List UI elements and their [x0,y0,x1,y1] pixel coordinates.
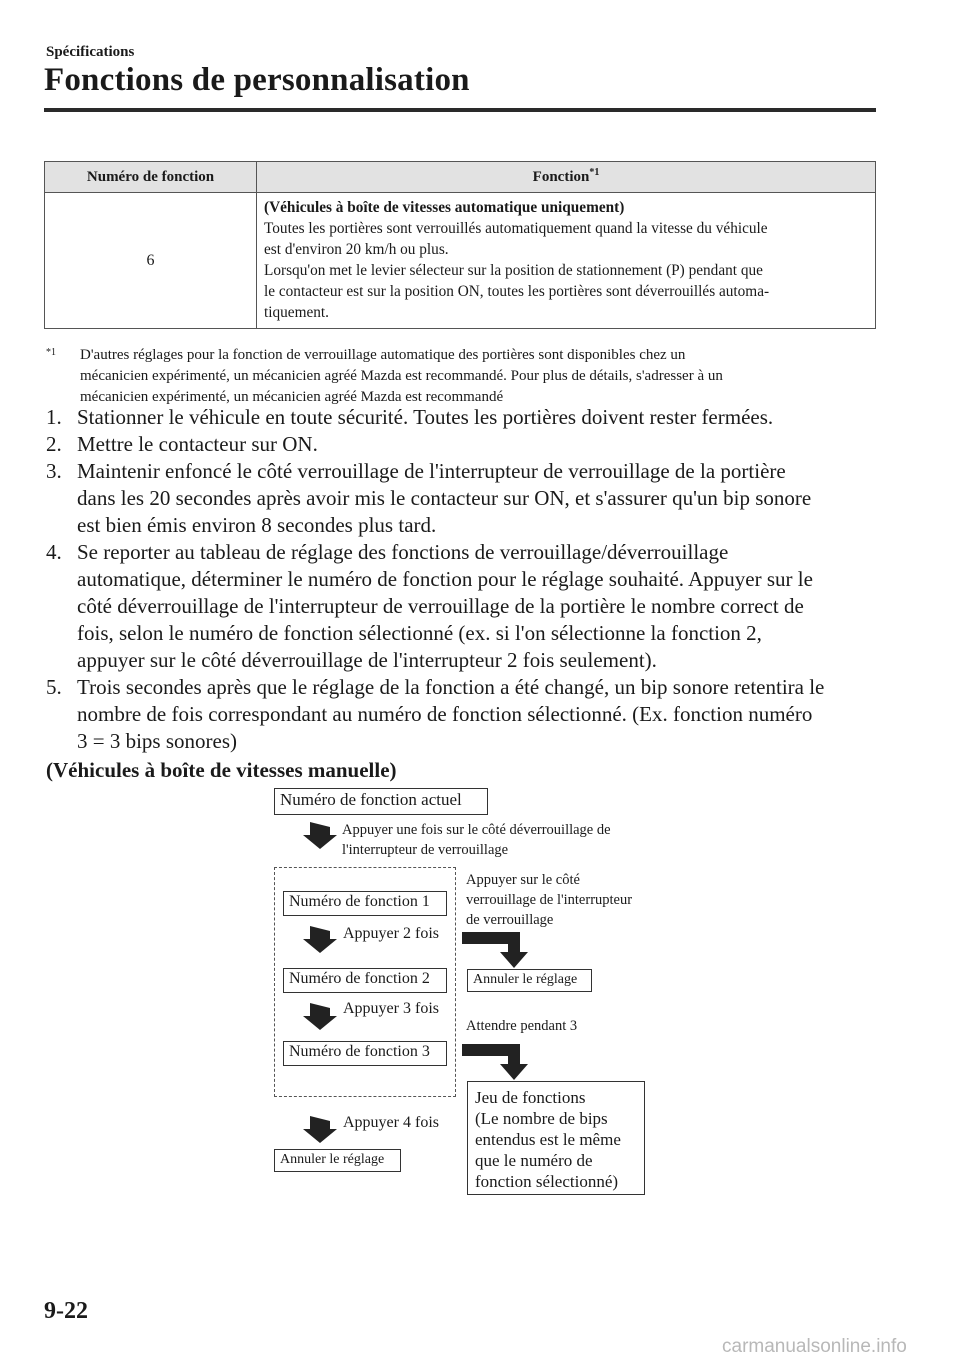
press-once-label [342,820,611,860]
step-line: Se reporter au tableau de réglage des fonctions de verrouillage/déverrouillage [77,540,729,564]
press-once-line: l'interrupteur de verrouillage [342,842,509,858]
step-line: Stationner le véhicule en toute sécurité. Toutes les portières doivent rester fermées. [77,405,774,429]
function-line: tiquement. [264,304,329,321]
result-line: Jeu de fonctions [475,1088,586,1107]
down-arrow-icon [303,1003,337,1030]
section-label: Spécifications [46,44,135,60]
press-4-label: Appuyer 4 fois [343,1114,439,1131]
cancel-right-box: Annuler le réglage [467,969,592,992]
bent-arrow-icon [462,1044,528,1080]
step-line: est bien émis environ 8 secondes plus tard. [77,513,437,537]
manual-heading: (Véhicules à boîte de vitesses manuelle) [46,758,397,782]
step-line: Maintenir enfoncé le côté verrouillage de l'interrupteur de verrouillage de la portière [77,459,786,483]
step-line: dans les 20 secondes après avoir mis le contacteur sur ON, et s'assurer qu'un bip sonore [77,486,812,510]
function-number-cell: 6 [45,193,257,329]
result-line: (Le nombre de bips [475,1109,608,1128]
lock-side-line: de verrouillage [466,912,554,928]
function-line: est d'environ 20 km/h ou plus. [264,241,449,258]
step-number: 4. [46,540,62,564]
footnote-ref: *1 [589,166,600,178]
function-2-box: Numéro de fonction 2 [283,968,447,993]
footnote-line: D'autres réglages pour la fonction de verrouillage automatique des portières sont disponibles chez un [80,347,686,363]
function-line: le contacteur est sur la position ON, toutes les portières sont déverrouillés automa- [264,283,770,300]
function-heading: (Véhicules à boîte de vitesses automatique uniquement) [264,199,625,216]
page-title: Fonctions de personnalisation [44,62,470,98]
press-2-label: Appuyer 2 fois [343,925,439,942]
step-number: 1. [46,405,62,429]
wait-label: Attendre pendant 3 [466,1018,578,1034]
step-number: 3. [46,459,62,483]
step-line: appuyer sur le côté déverrouillage de l'interrupteur 2 fois seulement). [77,648,657,672]
lock-side-line: Appuyer sur le côté [466,872,580,888]
step-line: 3 = 3 bips sonores) [77,729,238,753]
step-number: 2. [46,432,62,456]
step-line: côté déverrouillage de l'interrupteur de verrouillage de la portière le nombre correct de [77,594,804,618]
cancel-bottom-box: Annuler le réglage [274,1149,401,1172]
step-line: nombre de fois correspondant au numéro de fonction sélectionné. (Ex. fonction numéro [77,702,813,726]
footnote: *1 D'autres réglages pour la fonction de verrouillage automatique des portières sont disponibles chez un mécanicien expérimenté, un mécanicien agréé Mazda est recommandé. Pour plus de détails, s'adresser à un mécanicien expérimenté, un mécanicien agréé Mazda est recommandé [46,345,866,408]
lock-side-line: verrouillage de l'interrupteur [466,892,633,908]
step-line: Trois secondes après que le réglage de la fonction a été changé, un bip sonore retentira le [77,675,825,699]
result-line: entendus est le même [475,1130,621,1149]
step-line: fois, selon le numéro de fonction sélectionné (ex. si l'on sélectionne la fonction 2, [77,621,762,645]
function-set-box [467,1081,645,1195]
step-line: Mettre le contacteur sur ON. [77,432,318,456]
footnote-line: mécanicien expérimenté, un mécanicien agréé Mazda est recommandé [80,389,504,405]
function-3-box: Numéro de fonction 3 [283,1041,447,1066]
lock-side-label [466,870,632,930]
step-number: 5. [46,675,62,699]
press-once-line: Appuyer une fois sur le côté déverrouillage de [342,822,611,838]
result-line: fonction sélectionné) [475,1172,619,1191]
page-number: 9-22 [44,1298,88,1324]
watermark: carmanualsonline.info [722,1336,907,1357]
down-arrow-icon [303,926,337,953]
function-1-box: Numéro de fonction 1 [283,891,447,916]
footnote-line: mécanicien expérimenté, un mécanicien agréé Mazda est recommandé. Pour plus de détails, s'adresser à un [80,368,723,384]
current-function-box: Numéro de fonction actuel [274,788,488,815]
step-line: automatique, déterminer le numéro de fonction pour le réglage souhaité. Appuyer sur le [77,567,813,591]
col-header-number-label: Numéro de fonction [86,168,215,185]
result-line: que le numéro de [475,1151,593,1170]
function-line: Lorsqu'on met le levier sélecteur sur la position de stationnement (P) pendant que [264,262,763,279]
press-3-label: Appuyer 3 fois [343,1000,439,1017]
col-header-function-label: Fonction [532,168,590,185]
function-line: Toutes les portières sont verrouillés automatiquement quand la vitesse du véhicule [264,220,768,237]
down-arrow-icon [303,1116,337,1143]
down-arrow-icon [303,822,337,849]
bent-arrow-icon [462,932,528,968]
